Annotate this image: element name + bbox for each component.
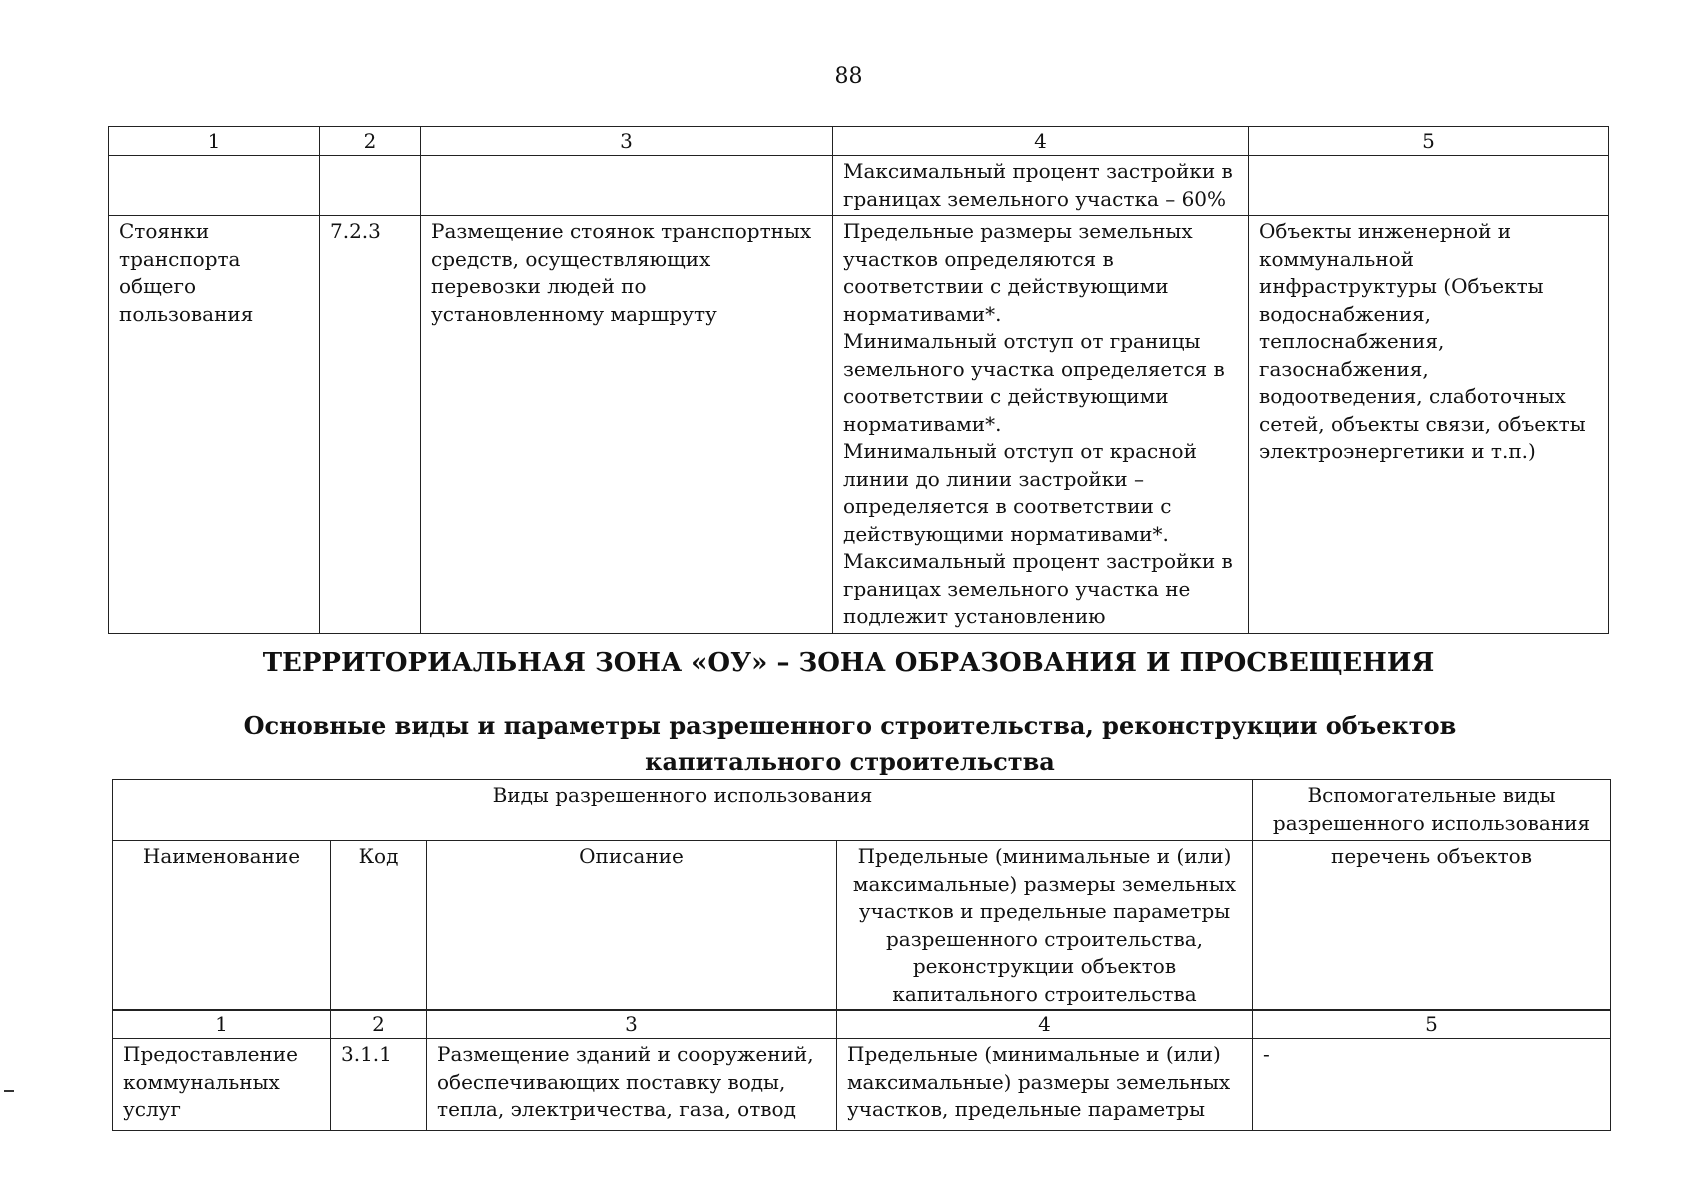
param-line: Минимальный отступ от границы земельного участка определяется в соответствии с действующими нормативами*. (843, 329, 1225, 436)
column-number: 5 (1249, 127, 1609, 156)
description-cell (421, 156, 833, 216)
group-header-main: Виды разрешенного использования (113, 780, 1253, 841)
column-header-name: Наименование (113, 841, 331, 1011)
column-number-row (109, 127, 1609, 156)
name-cell: Стоянки транспорта общего пользования (109, 216, 320, 634)
column-number: 1 (109, 127, 320, 156)
permitted-use-header-table (112, 779, 1611, 1011)
column-number: 5 (1253, 1010, 1611, 1039)
column-number: 3 (427, 1010, 837, 1039)
table-row (113, 1039, 1611, 1131)
permitted-use-table-continued (108, 126, 1609, 634)
column-header-description: Описание (427, 841, 837, 1011)
section-title: Основные виды и параметры разрешенного строительства, реконструкции объектов капитального строительства (243, 711, 1457, 776)
page-number: 88 (834, 64, 863, 89)
margin-mark (4, 1090, 14, 1092)
column-number: 3 (421, 127, 833, 156)
code-cell: 3.1.1 (331, 1039, 427, 1131)
code-cell (320, 156, 421, 216)
column-number: 2 (320, 127, 421, 156)
params-cell: Максимальный процент застройки в границах земельного участка – 60% (833, 156, 1249, 216)
params-cell: Предельные (минимальные и (или) максимальные) размеры земельных участков, предельные параметры (837, 1039, 1253, 1131)
column-header-aux: перечень объектов (1253, 841, 1611, 1011)
column-header-params: Предельные (минимальные и (или) максимальные) размеры земельных участков и предельные параметры разрешенного строительства, реконструкции объектов капитального строительства (837, 841, 1253, 1011)
column-number: 1 (113, 1010, 331, 1039)
header-row (113, 841, 1611, 1011)
column-number-row (113, 1010, 1611, 1039)
auxiliary-cell (1249, 156, 1609, 216)
auxiliary-cell: - (1253, 1039, 1611, 1131)
name-cell: Предоставление коммунальных услуг (113, 1039, 331, 1131)
permitted-use-table (112, 1009, 1611, 1131)
table-row (109, 156, 1609, 216)
description-cell: Размещение стоянок транспортных средств, осуществляющих перевозки людей по установленному маршруту (421, 216, 833, 634)
param-line: Предельные размеры земельных участков определяются в соответствии с действующими нормативами*. (843, 219, 1193, 326)
column-number: 4 (837, 1010, 1253, 1039)
column-number: 4 (833, 127, 1249, 156)
column-number: 2 (331, 1010, 427, 1039)
table-row (109, 216, 1609, 634)
header-group-row (113, 780, 1611, 841)
group-header-aux: Вспомогательные виды разрешенного использования (1253, 780, 1611, 841)
zone-title: ТЕРРИТОРИАЛЬНАЯ ЗОНА «ОУ» – ЗОНА ОБРАЗОВАНИЯ И ПРОСВЕЩЕНИЯ (262, 648, 1435, 678)
param-line: Минимальный отступ от красной линии до линии застройки – определяется в соответствии с действующими нормативами*. (843, 439, 1197, 546)
param-line: Максимальный процент застройки в границах земельного участка не подлежит установлению (843, 549, 1233, 628)
description-cell: Размещение зданий и сооружений, обеспечивающих поставку воды, тепла, электричества, газа, отвод (427, 1039, 837, 1131)
name-cell (109, 156, 320, 216)
params-cell (833, 216, 1249, 634)
code-cell: 7.2.3 (320, 216, 421, 634)
auxiliary-cell: Объекты инженерной и коммунальной инфраструктуры (Объекты водоснабжения, теплоснабжения, газоснабжения, водоотведения, слаботочных сетей, объекты связи, объекты электроэнергетики и т.п.) (1249, 216, 1609, 634)
column-header-code: Код (331, 841, 427, 1011)
